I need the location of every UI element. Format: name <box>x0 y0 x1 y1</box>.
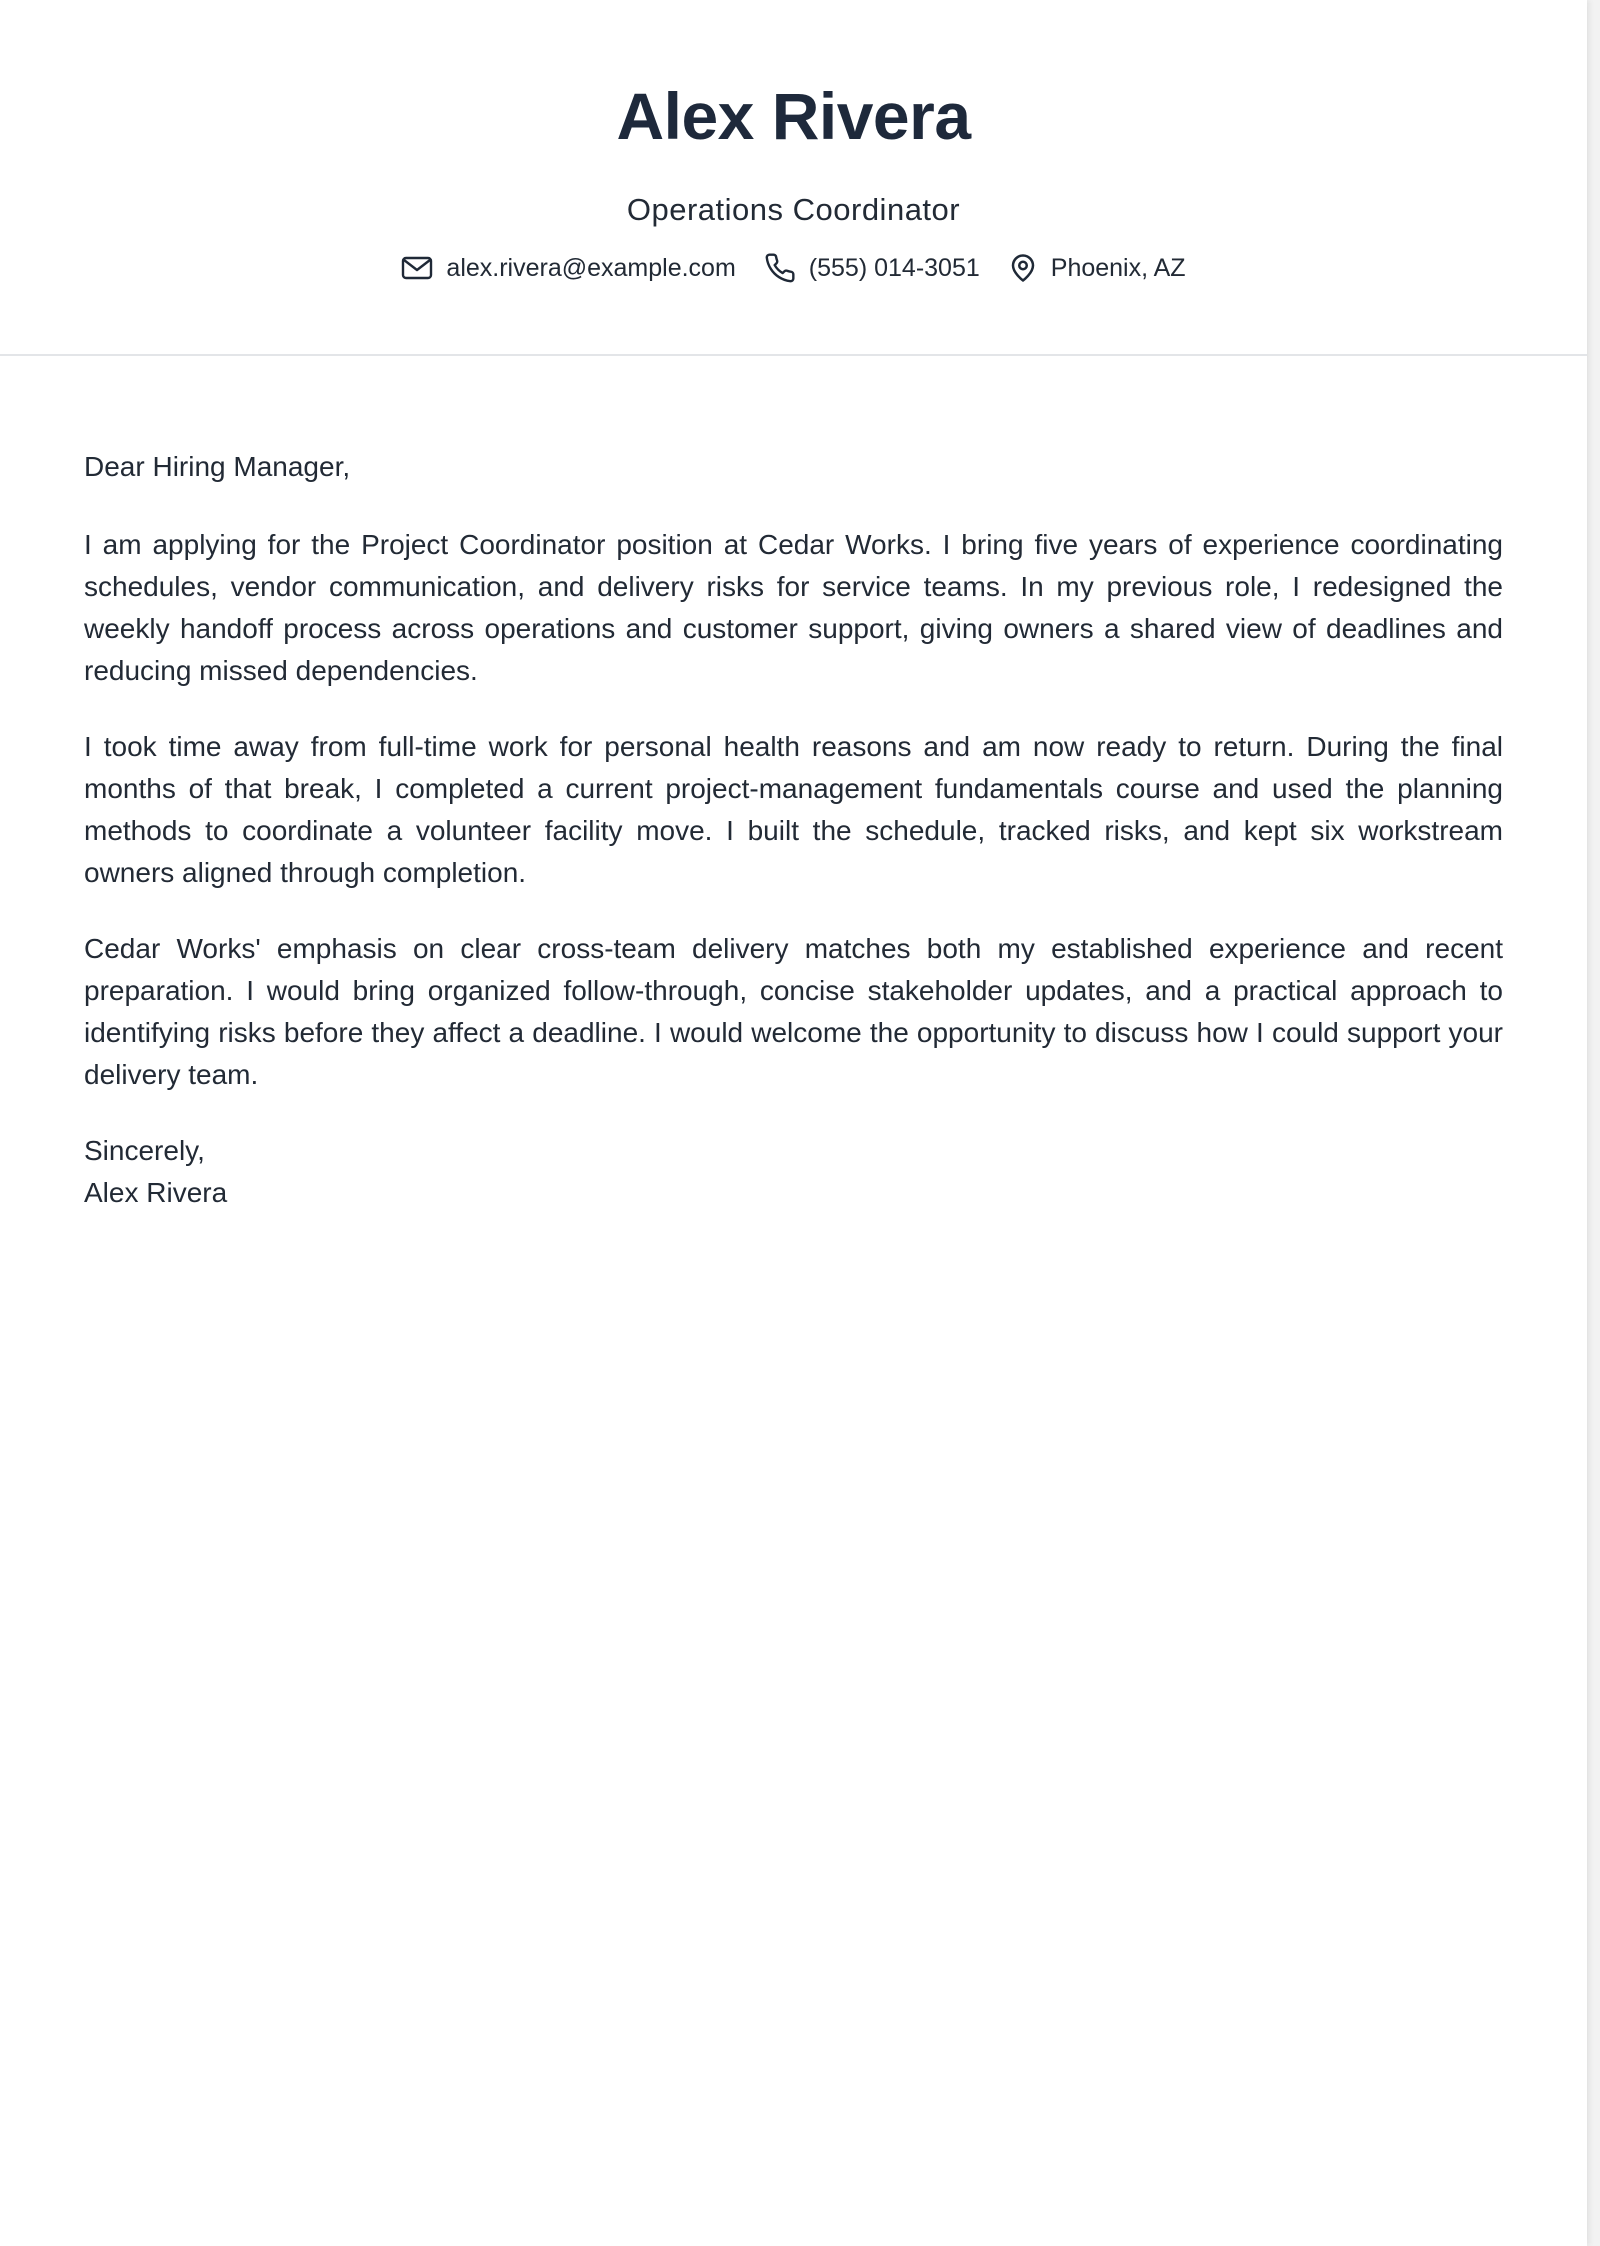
phone-icon <box>764 252 796 284</box>
signature-name: Alex Rivera <box>84 1177 228 1208</box>
paragraph-3: Cedar Works' emphasis on clear cross-team delivery matches both my established experience and recent preparation. I would bring organized follow-through, concise stakeholder updates, and a practical approach to identifying risks before they affect a deadline. I would welcome the opportunity to discuss how I could support your delivery team. <box>84 933 1503 1090</box>
location-text: Phoenix, AZ <box>1050 254 1186 282</box>
contact-phone <box>764 252 980 284</box>
paragraph-2: I took time away from full-time work for personal health reasons and am now ready to return. During the final months of that break, I completed a current project-management fundamentals course and used the planning methods to coordinate a volunteer facility move. I built the schedule, tracked risks, and kept six workstream owners aligned through completion. <box>84 731 1503 888</box>
email-text[interactable]: alex.rivera@example.com <box>446 254 736 282</box>
job-title: Operations Coordinator <box>626 192 961 227</box>
applicant-name: Alex Rivera <box>616 79 971 153</box>
phone-text[interactable]: (555) 014-3051 <box>808 254 980 282</box>
location-pin-icon <box>1008 252 1038 284</box>
contact-email <box>401 252 735 284</box>
letter-body <box>0 356 1587 1214</box>
letter-header <box>0 0 1587 356</box>
contact-info <box>0 252 1587 284</box>
salutation: Dear Hiring Manager, <box>84 451 351 482</box>
contact-location <box>1008 252 1186 284</box>
mail-icon <box>401 255 433 281</box>
closing: Sincerely, <box>84 1135 205 1166</box>
paragraph-1: I am applying for the Project Coordinator position at Cedar Works. I bring five years of experience coordinating schedules, vendor communication, and delivery risks for service teams. In my previous role, I redesigned the weekly handoff process across operations and customer support, giving owners a shared view of deadlines and reducing missed dependencies. <box>84 529 1503 686</box>
